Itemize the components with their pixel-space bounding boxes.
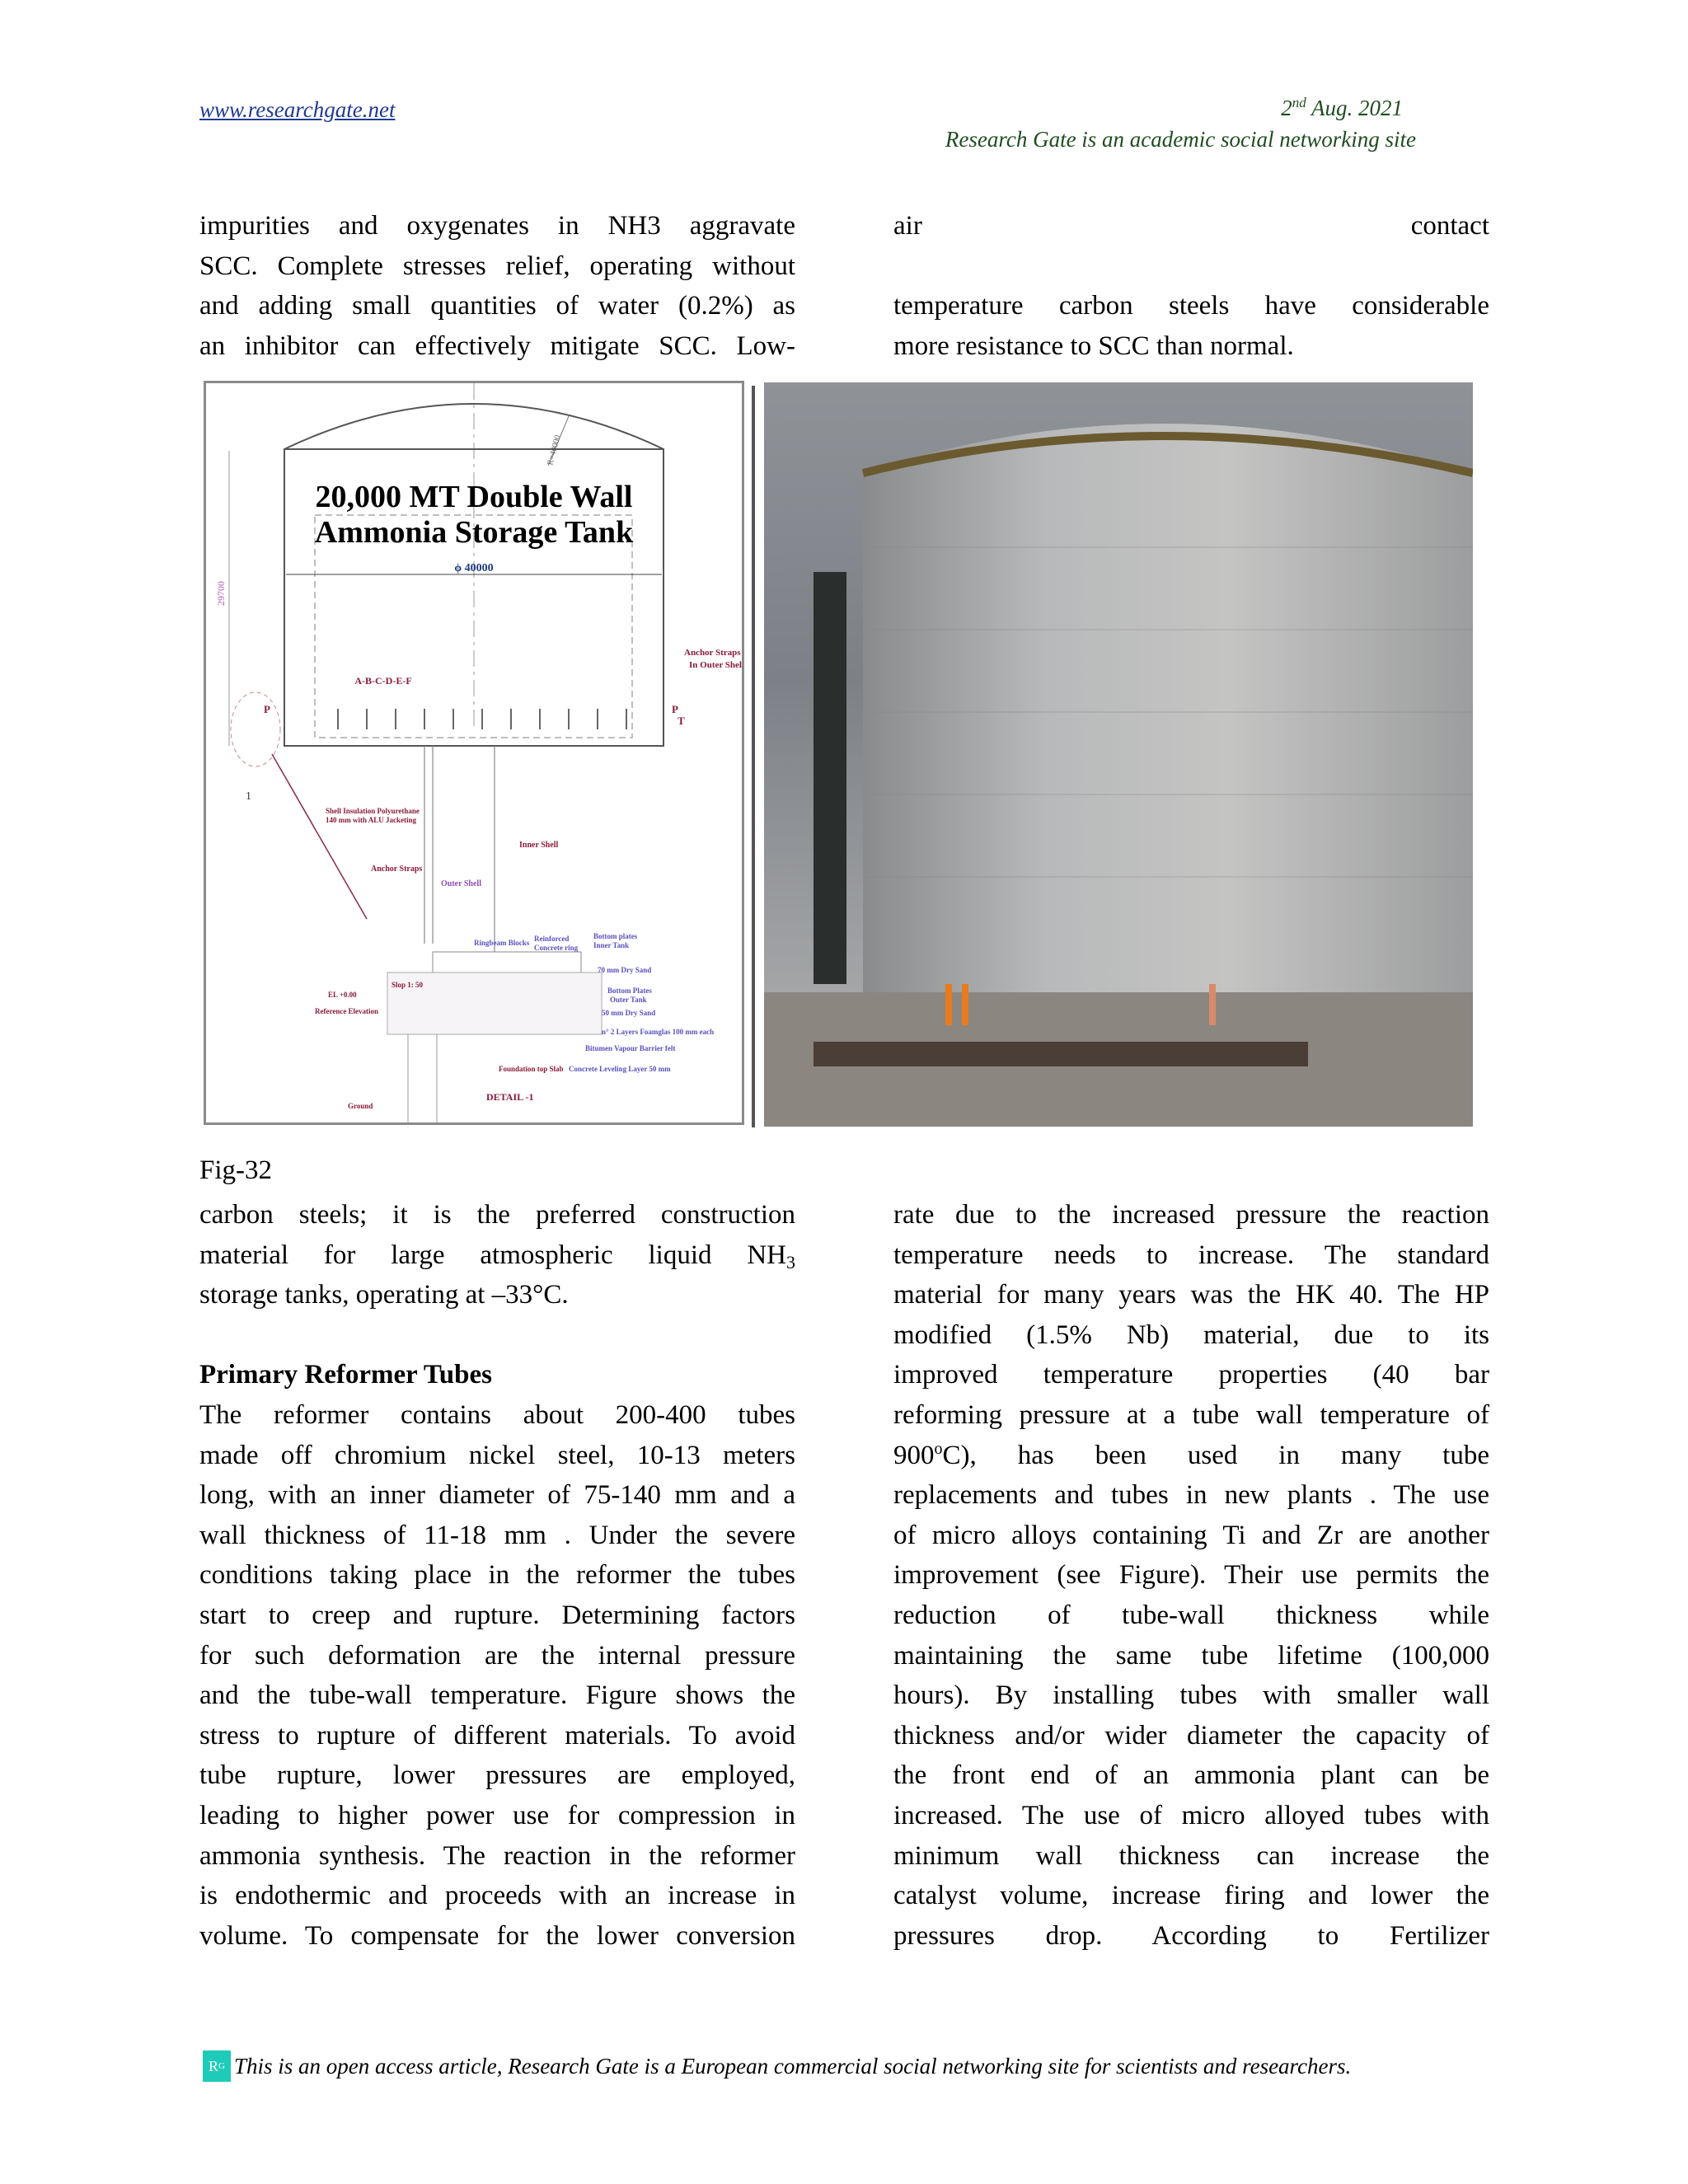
- svg-text:Slop 1: 50: Slop 1: 50: [392, 981, 424, 989]
- text-line: the front end of an ammonia plant can be: [893, 1760, 1489, 1791]
- svg-text:Foundation top Slab: Foundation top Slab: [499, 1065, 564, 1073]
- text-line: The reformer contains about 200-400 tubes: [199, 1399, 795, 1430]
- svg-text:70 mm Dry Sand: 70 mm Dry Sand: [598, 966, 652, 974]
- text-line: reduction of tube-wall thickness while: [893, 1600, 1489, 1630]
- page-footer: [203, 2050, 1351, 2082]
- svg-text:EL +0.00: EL +0.00: [328, 991, 357, 999]
- text-line: replacements and tubes in new plants . The use: [893, 1480, 1489, 1511]
- svg-text:Anchor Straps: Anchor Straps: [371, 865, 423, 874]
- text-line: wall thickness of 11-18 mm . Under the severe: [199, 1520, 795, 1550]
- text-line: volume. To compensate for the lower conversion: [199, 1920, 795, 1951]
- text-line: SCC. Complete stresses relief, operating without: [199, 251, 795, 281]
- text-line: stress to rupture of different materials. To avoid: [199, 1720, 795, 1750]
- svg-text:20,000 MT Double Wall: 20,000 MT Double Wall: [315, 480, 633, 514]
- text-line: temperature needs to increase. The standard: [893, 1240, 1489, 1270]
- svg-text:1: 1: [246, 790, 251, 803]
- text-line: material for large atmospheric liquid $NH_3$: [199, 1240, 795, 1272]
- tank-engineering-drawing: [204, 381, 744, 1125]
- text-line: made off chromium nickel steel, 10-13 meters: [199, 1440, 795, 1470]
- svg-text:P: P: [672, 703, 678, 715]
- publication-date: 2nd Aug. 2021: [1281, 95, 1403, 120]
- svg-text:50 mm Dry Sand: 50 mm Dry Sand: [602, 1009, 656, 1017]
- text-line: material for many years was the HK 40. The HP: [893, 1280, 1489, 1310]
- tank-drawing-svg: [206, 383, 742, 1122]
- svg-text:In Outer Shell: In Outer Shell: [689, 660, 742, 670]
- svg-text:n° 2 Layers Foamglas 100 mm ea: n° 2 Layers Foamglas 100 mm each: [602, 1028, 715, 1036]
- svg-text:Inner Tank: Inner Tank: [593, 941, 630, 949]
- text-line: maintaining the same tube lifetime (100,000: [893, 1640, 1489, 1671]
- text-line: 900$^o$C), has been used in many tube: [893, 1439, 1489, 1470]
- svg-text:140 mm with ALU Jacketing: 140 mm with ALU Jacketing: [326, 816, 416, 824]
- text-line: improved temperature properties (40 bar: [893, 1360, 1489, 1390]
- svg-text:Reference Elevation: Reference Elevation: [315, 1007, 379, 1015]
- top-left-paragraph: [199, 206, 795, 366]
- text-line: thickness and/or wider diameter the capacity of: [893, 1720, 1489, 1750]
- blank-line: [199, 1315, 795, 1356]
- site-link[interactable]: www.researchgate.net: [199, 97, 396, 122]
- text-line: tube rupture, lower pressures are employed,: [199, 1760, 795, 1791]
- svg-text:Shell Insulation Polyurethane: Shell Insulation Polyurethane: [326, 807, 420, 815]
- tank-photo: [764, 382, 1473, 1127]
- svg-text:P: P: [264, 703, 270, 715]
- svg-text:T: T: [678, 715, 685, 727]
- text-line: pressures drop. According to Fertilizer: [893, 1920, 1489, 1951]
- text-line: conditions taking place in the reformer the tubes: [199, 1560, 795, 1591]
- text-line: improvement (see Figure). Their use permits the: [893, 1560, 1489, 1591]
- svg-text:DETAIL -1: DETAIL -1: [486, 1091, 534, 1103]
- svg-text:ϕ 40000: ϕ 40000: [454, 562, 494, 574]
- text-line: more resistance to SCC than normal.: [893, 330, 1294, 361]
- svg-text:Inner Shell: Inner Shell: [519, 841, 559, 850]
- text-line: is endothermic and proceeds with an increase in: [199, 1881, 795, 1911]
- svg-text:A-B-C-D-E-F: A-B-C-D-E-F: [354, 675, 412, 687]
- svg-text:Concrete Leveling Layer 50 mm: Concrete Leveling Layer 50 mm: [569, 1065, 671, 1073]
- text-line: hours). By installing tubes with smaller wall: [893, 1680, 1489, 1711]
- text-line: of micro alloys containing Ti and Zr are another: [893, 1520, 1489, 1550]
- text-line: reforming pressure at a tube wall temperature of: [893, 1399, 1489, 1430]
- text-line: impurities and oxygenates in NH3 aggravate: [199, 211, 795, 241]
- text-word: air: [893, 211, 922, 241]
- svg-text:Outer Tank: Outer Tank: [610, 996, 647, 1004]
- svg-text:Bitumen Vapour Barrier felt: Bitumen Vapour Barrier felt: [585, 1044, 676, 1052]
- svg-text:Outer Shell: Outer Shell: [441, 879, 481, 888]
- svg-text:Bottom Plates: Bottom Plates: [607, 987, 652, 995]
- text-line: storage tanks, operating at –33°C.: [199, 1280, 569, 1310]
- body-left-column: [199, 1195, 795, 1956]
- researchgate-logo-icon: R G: [203, 2050, 231, 2082]
- text-line: an inhibitor can effectively mitigate SCC. Low-: [199, 330, 795, 361]
- svg-text:Anchor Straps: Anchor Straps: [684, 648, 741, 658]
- svg-text:Concrete ring: Concrete ring: [534, 944, 579, 952]
- text-line: ammonia synthesis. The reaction in the reformer: [199, 1840, 795, 1871]
- text-line: and adding small quantities of water (0.2%) as: [199, 291, 795, 321]
- text-line: and the tube-wall temperature. Figure shows the: [199, 1680, 795, 1711]
- svg-text:R=40000: R=40000: [546, 434, 563, 466]
- figure-divider: [752, 386, 755, 1127]
- text-line: temperature carbon steels have considerable: [893, 291, 1489, 321]
- text-line: long, with an inner diameter of 75-140 mm and a: [199, 1480, 795, 1511]
- text-line: modified (1.5% Nb) material, due to its: [893, 1319, 1489, 1350]
- svg-text:Reinforced: Reinforced: [534, 935, 570, 943]
- svg-text:Ground: Ground: [348, 1102, 373, 1110]
- tank-photo-svg: [764, 382, 1473, 1127]
- section-heading: Primary Reformer Tubes: [199, 1360, 492, 1390]
- text-line: rate due to the increased pressure the reaction: [893, 1200, 1489, 1230]
- svg-text:Ringbeam Blocks: Ringbeam Blocks: [474, 939, 530, 947]
- text-line: for such deformation are the internal pressure: [199, 1640, 795, 1671]
- text-line: catalyst volume, increase firing and lower the: [893, 1881, 1489, 1911]
- text-line: carbon steels; it is the preferred construction: [199, 1200, 795, 1230]
- body-right-column: [893, 1195, 1489, 1956]
- text-line: increased. The use of micro alloyed tubes with: [893, 1800, 1489, 1830]
- text-word: contact: [1410, 211, 1489, 241]
- text-line: minimum wall thickness can increase the: [893, 1840, 1489, 1871]
- footer-text: This is an open access article, Research Gate is a European commercial social networking site for scientists and researchers.: [234, 2053, 1352, 2079]
- svg-text:Bottom plates: Bottom plates: [593, 932, 638, 940]
- top-right-paragraph: [893, 206, 1489, 366]
- svg-text:Ammonia Storage Tank: Ammonia Storage Tank: [314, 515, 634, 550]
- figure-caption: Fig-32: [199, 1155, 273, 1185]
- text-line: [893, 206, 1489, 246]
- header-tagline: Research Gate is an academic social networking site: [945, 127, 1416, 152]
- text-line: leading to higher power use for compression in: [199, 1800, 795, 1830]
- blank-line: [893, 246, 1489, 287]
- svg-text:29700: 29700: [215, 581, 227, 606]
- text-line: start to creep and rupture. Determining factors: [199, 1600, 795, 1630]
